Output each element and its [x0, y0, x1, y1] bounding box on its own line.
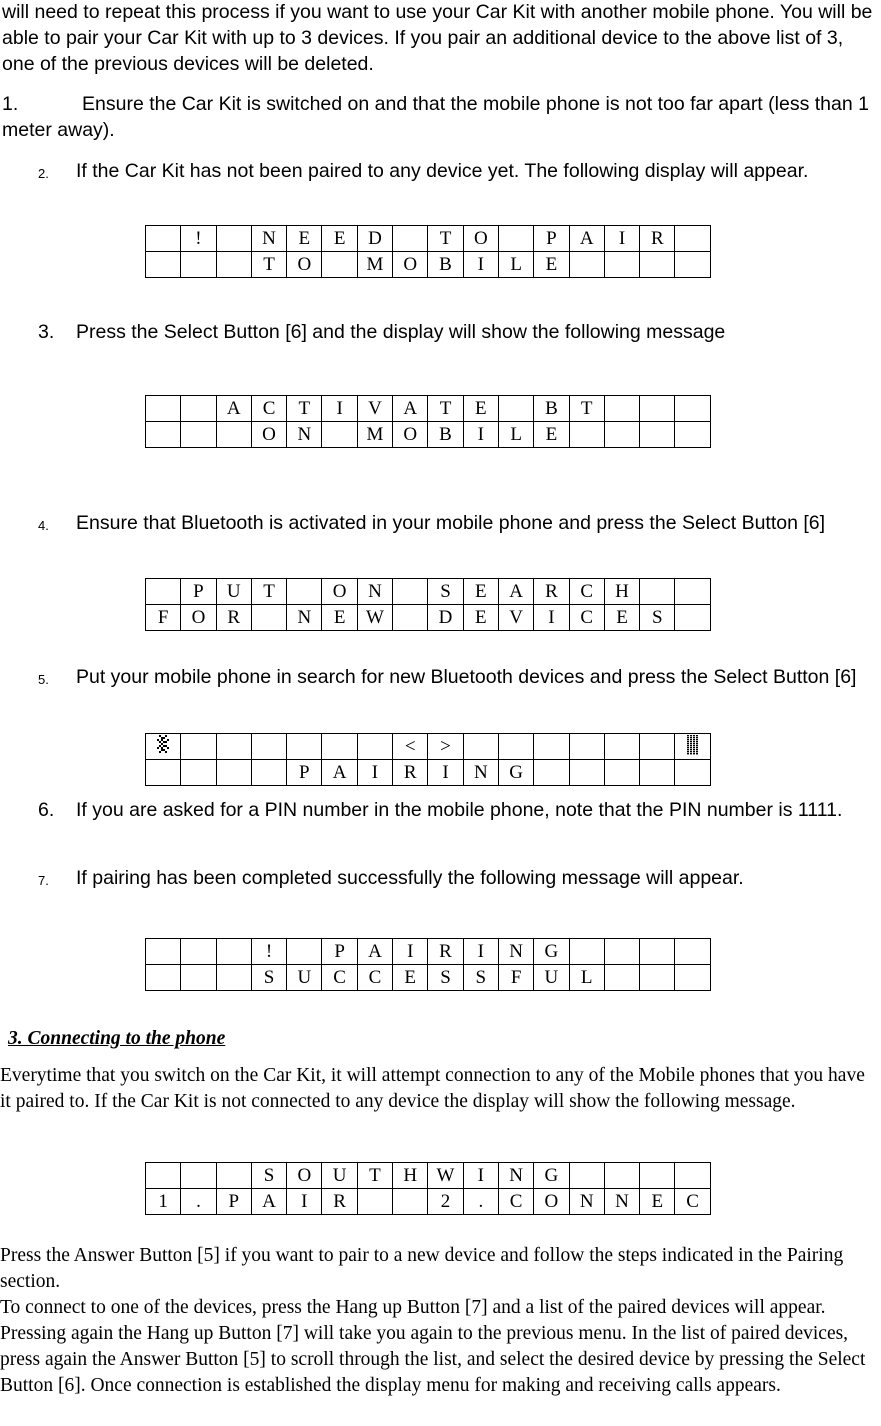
lcd-row [146, 1189, 711, 1215]
lcd-cell: B [534, 396, 569, 422]
lcd-cell [569, 422, 604, 448]
paragraph-hang-up-button: To connect to one of the devices, press the Hang up Button [7] and a list of the paired devices will appear. Pressing again the Hang up Button [7] will take you again to the previous menu. In the list of paired devices, press again the Answer Button [5] to scroll through the list, and select the desired device by pressing the Select Button [6]. Once connection is established the display menu for making and receiving calls appears. [0, 1297, 866, 1396]
lcd-cell: O [287, 1163, 322, 1189]
lcd-cell: T [287, 396, 322, 422]
step-1 [2, 91, 869, 145]
lcd-cell: F [498, 965, 533, 991]
paragraph-answer-button: Press the Answer Button [5] if you want to pair to a new device and follow the steps indicated in the Pairing section. [0, 1245, 844, 1292]
lcd-cell [357, 1189, 392, 1215]
lcd-cell: H [393, 1163, 428, 1189]
lcd-cell [675, 760, 710, 786]
lcd-cell [181, 939, 216, 965]
lcd-cell: B [428, 422, 463, 448]
lcd-cell: I [463, 1163, 498, 1189]
lcd-cell: 1 [146, 1189, 181, 1215]
step-number: 4. [38, 518, 49, 533]
lcd-cell: P [216, 1189, 251, 1215]
lcd-cell: R [216, 605, 251, 631]
step-number: 6. [38, 799, 55, 821]
lcd-cell: A [357, 939, 392, 965]
lcd-cell: O [251, 422, 286, 448]
lcd-cell [640, 1163, 675, 1189]
lcd-cell [393, 226, 428, 252]
lcd-cell: . [463, 1189, 498, 1215]
lcd-cell: E [322, 605, 357, 631]
lcd-cell: H [604, 579, 639, 605]
lcd-cell: G [534, 939, 569, 965]
lcd-cell: E [463, 579, 498, 605]
intro-paragraph: will need to repeat this process if you want to use your Car Kit with another mobile phone. You will be able to pair your Car Kit with up to 3 devices. If you pair an additional device to the above list of 3, one of the previous devices will be deleted. [2, 1, 873, 75]
lcd-cell: P [322, 939, 357, 965]
lcd-cell [604, 965, 639, 991]
lcd-cell [640, 396, 675, 422]
lcd-cell: A [569, 226, 604, 252]
lcd-cell: T [569, 396, 604, 422]
lcd-cell: C [357, 965, 392, 991]
lcd-cell: S [251, 1163, 286, 1189]
lcd-cell: N [498, 1163, 533, 1189]
lcd-cell: O [181, 605, 216, 631]
lcd-cell: L [498, 252, 533, 278]
lcd-cell: A [498, 579, 533, 605]
lcd-cell: O [393, 252, 428, 278]
lcd-cell [569, 939, 604, 965]
lcd-row [146, 252, 711, 278]
lcd-cell: I [393, 939, 428, 965]
lcd-cell: E [322, 226, 357, 252]
lcd-cell: N [498, 939, 533, 965]
lcd-cell [640, 939, 675, 965]
lcd-cell: L [569, 965, 604, 991]
lcd-cell: E [287, 226, 322, 252]
lcd-cell [181, 396, 216, 422]
lcd-cell [463, 734, 498, 760]
lcd-cell [393, 1189, 428, 1215]
lcd-row [146, 422, 711, 448]
lcd-display-pairing-successful [145, 938, 711, 991]
lcd-cell: V [498, 605, 533, 631]
lcd-cell [181, 965, 216, 991]
step-2 [38, 158, 868, 212]
lcd-cell [146, 226, 181, 252]
lcd-cell [146, 965, 181, 991]
lcd-cell [146, 252, 181, 278]
lcd-row [146, 939, 711, 965]
lcd-cell: I [322, 396, 357, 422]
lcd-cell [675, 734, 710, 760]
lcd-cell [216, 760, 251, 786]
lcd-display-activate-bt [145, 395, 711, 448]
section-heading: 3. Connecting to the phone [8, 1028, 226, 1049]
lcd-cell [569, 734, 604, 760]
lcd-cell: < [393, 734, 428, 760]
lcd-cell: N [463, 760, 498, 786]
step-text: If you are asked for a PIN number in the mobile phone, note that the PIN number is 1111. [76, 799, 843, 821]
lcd-cell: P [534, 226, 569, 252]
paragraph-connecting: Everytime that you switch on the Car Kit, it will attempt connection to any of the Mobile phones that you have it paired to. If the Car Kit is not connected to any device the display will show the following message. [0, 1065, 865, 1112]
lcd-cell [675, 605, 710, 631]
step-4 [38, 510, 868, 564]
lcd-cell: C [251, 396, 286, 422]
lcd-cell: I [357, 760, 392, 786]
lcd-cell: O [463, 226, 498, 252]
lcd-cell [393, 579, 428, 605]
lcd-cell: C [322, 965, 357, 991]
lcd-cell: L [498, 422, 533, 448]
lcd-cell [675, 1163, 710, 1189]
lcd-cell: M [357, 422, 392, 448]
lcd-cell: O [393, 422, 428, 448]
lcd-cell [181, 760, 216, 786]
lcd-cell [604, 760, 639, 786]
lcd-cell: N [604, 1189, 639, 1215]
lcd-cell: N [569, 1189, 604, 1215]
lcd-cell [675, 939, 710, 965]
lcd-cell [287, 939, 322, 965]
lcd-cell [216, 939, 251, 965]
lcd-cell: I [463, 422, 498, 448]
lcd-cell [287, 734, 322, 760]
lcd-cell [604, 252, 639, 278]
lcd-cell: U [534, 965, 569, 991]
lcd-cell: G [498, 760, 533, 786]
lcd-cell [146, 579, 181, 605]
lcd-cell [216, 252, 251, 278]
lcd-cell [640, 422, 675, 448]
lcd-cell [675, 252, 710, 278]
lcd-cell: I [463, 939, 498, 965]
lcd-cell: I [287, 1189, 322, 1215]
lcd-cell: . [181, 1189, 216, 1215]
step-text: Put your mobile phone in search for new Bluetooth devices and press the Select Button [6] [76, 666, 857, 688]
lcd-cell [181, 734, 216, 760]
lcd-cell: D [428, 605, 463, 631]
lcd-cell [322, 734, 357, 760]
lcd-cell [181, 422, 216, 448]
step-text: Ensure the Car Kit is switched on and that the mobile phone is not too far apart (less than 1 meter away). [2, 93, 869, 141]
lcd-cell [675, 965, 710, 991]
lcd-cell [498, 396, 533, 422]
lcd-cell: S [463, 965, 498, 991]
lcd-cell: S [640, 605, 675, 631]
lcd-cell [640, 965, 675, 991]
lcd-cell: N [287, 422, 322, 448]
lcd-cell: U [287, 965, 322, 991]
lcd-cell: T [251, 579, 286, 605]
lcd-cell [498, 734, 533, 760]
lcd-cell: E [463, 605, 498, 631]
lcd-cell [640, 252, 675, 278]
lcd-cell [604, 734, 639, 760]
lcd-cell: I [534, 605, 569, 631]
lcd-cell: T [357, 1163, 392, 1189]
lcd-cell [675, 422, 710, 448]
lcd-cell: I [604, 226, 639, 252]
lcd-cell [322, 252, 357, 278]
step-text: Press the Select Button [6] and the display will show the following message [76, 321, 726, 343]
lcd-cell [216, 226, 251, 252]
lcd-cell: S [428, 965, 463, 991]
lcd-cell: C [569, 605, 604, 631]
lcd-cell: R [322, 1189, 357, 1215]
lcd-cell: T [428, 226, 463, 252]
lcd-cell: E [393, 965, 428, 991]
lcd-cell: E [640, 1189, 675, 1215]
lcd-cell [216, 965, 251, 991]
lcd-cell: N [357, 579, 392, 605]
lcd-row [146, 1163, 711, 1189]
lcd-cell [216, 734, 251, 760]
bluetooth-icon [157, 735, 169, 759]
lcd-cell: V [357, 396, 392, 422]
lcd-cell [604, 1163, 639, 1189]
lcd-cell [604, 939, 639, 965]
lcd-cell [640, 734, 675, 760]
lcd-cell [534, 760, 569, 786]
lcd-cell: A [251, 1189, 286, 1215]
step-number: 7. [38, 873, 49, 888]
lcd-cell [569, 760, 604, 786]
lcd-cell [640, 760, 675, 786]
lcd-cell: R [393, 760, 428, 786]
lcd-cell: O [322, 579, 357, 605]
lcd-cell [251, 605, 286, 631]
step-number: 1. [2, 93, 19, 115]
lcd-cell [357, 734, 392, 760]
lcd-cell: S [251, 965, 286, 991]
lcd-row [146, 605, 711, 631]
lcd-cell: O [534, 1189, 569, 1215]
lcd-cell: M [357, 252, 392, 278]
step-3 [38, 319, 868, 347]
lcd-cell [675, 396, 710, 422]
lcd-cell [569, 252, 604, 278]
lcd-cell [181, 252, 216, 278]
lcd-cell: A [393, 396, 428, 422]
lcd-cell: D [357, 226, 392, 252]
lcd-cell: I [463, 252, 498, 278]
lcd-cell [216, 1163, 251, 1189]
lcd-cell [181, 1163, 216, 1189]
lcd-cell [146, 760, 181, 786]
lcd-display-southwing [145, 1162, 711, 1215]
lcd-cell: P [287, 760, 322, 786]
lcd-cell [322, 422, 357, 448]
lcd-cell: F [146, 605, 181, 631]
lcd-cell: A [322, 760, 357, 786]
lcd-display-search [145, 578, 711, 631]
lcd-cell: B [428, 252, 463, 278]
lcd-cell: E [604, 605, 639, 631]
lcd-cell: C [498, 1189, 533, 1215]
lcd-cell: 2 [428, 1189, 463, 1215]
lcd-cell [604, 396, 639, 422]
lcd-cell: P [181, 579, 216, 605]
lcd-cell: ! [251, 939, 286, 965]
lcd-cell: N [287, 605, 322, 631]
lcd-cell: R [640, 226, 675, 252]
step-6 [38, 797, 868, 851]
lcd-cell [498, 226, 533, 252]
lcd-cell [393, 605, 428, 631]
lcd-cell: E [534, 252, 569, 278]
lcd-cell: C [675, 1189, 710, 1215]
signal-bars-icon [687, 735, 699, 759]
step-number: 3. [38, 321, 55, 343]
lcd-cell: O [287, 252, 322, 278]
lcd-display-need-to-pair [145, 225, 711, 278]
lcd-cell [251, 760, 286, 786]
lcd-row [146, 760, 711, 786]
step-number: 5. [38, 672, 49, 687]
step-text: If the Car Kit has not been paired to any device yet. The following display will appear. [76, 160, 809, 182]
lcd-cell [251, 734, 286, 760]
lcd-cell: W [428, 1163, 463, 1189]
lcd-cell: G [534, 1163, 569, 1189]
lcd-cell: T [428, 396, 463, 422]
lcd-cell: R [534, 579, 569, 605]
lcd-row [146, 579, 711, 605]
lcd-cell [216, 422, 251, 448]
lcd-row [146, 965, 711, 991]
lcd-display-pairing [145, 733, 711, 786]
lcd-cell [569, 1163, 604, 1189]
lcd-row [146, 734, 711, 760]
lcd-cell: C [569, 579, 604, 605]
lcd-cell [287, 579, 322, 605]
lcd-cell [675, 226, 710, 252]
lcd-cell [146, 396, 181, 422]
step-text: If pairing has been completed successfully the following message will appear. [76, 867, 744, 889]
lcd-row [146, 396, 711, 422]
lcd-cell [604, 422, 639, 448]
lcd-cell: S [428, 579, 463, 605]
lcd-cell: U [322, 1163, 357, 1189]
lcd-cell: U [216, 579, 251, 605]
lcd-cell [146, 939, 181, 965]
step-number: 2. [38, 166, 49, 181]
lcd-cell: ! [181, 226, 216, 252]
lcd-cell [146, 734, 181, 760]
lcd-cell: I [428, 760, 463, 786]
lcd-cell [146, 1163, 181, 1189]
lcd-row [146, 226, 711, 252]
lcd-cell: A [216, 396, 251, 422]
lcd-cell [675, 579, 710, 605]
lcd-cell [146, 422, 181, 448]
lcd-cell: E [463, 396, 498, 422]
lcd-cell: N [251, 226, 286, 252]
lcd-cell: E [534, 422, 569, 448]
lcd-cell [534, 734, 569, 760]
step-7 [38, 865, 868, 893]
lcd-cell: W [357, 605, 392, 631]
lcd-cell: R [428, 939, 463, 965]
step-text: Ensure that Bluetooth is activated in your mobile phone and press the Select Button [6] [76, 512, 826, 534]
lcd-cell: T [251, 252, 286, 278]
lcd-cell: > [428, 734, 463, 760]
lcd-cell [640, 579, 675, 605]
step-5 [38, 664, 868, 718]
